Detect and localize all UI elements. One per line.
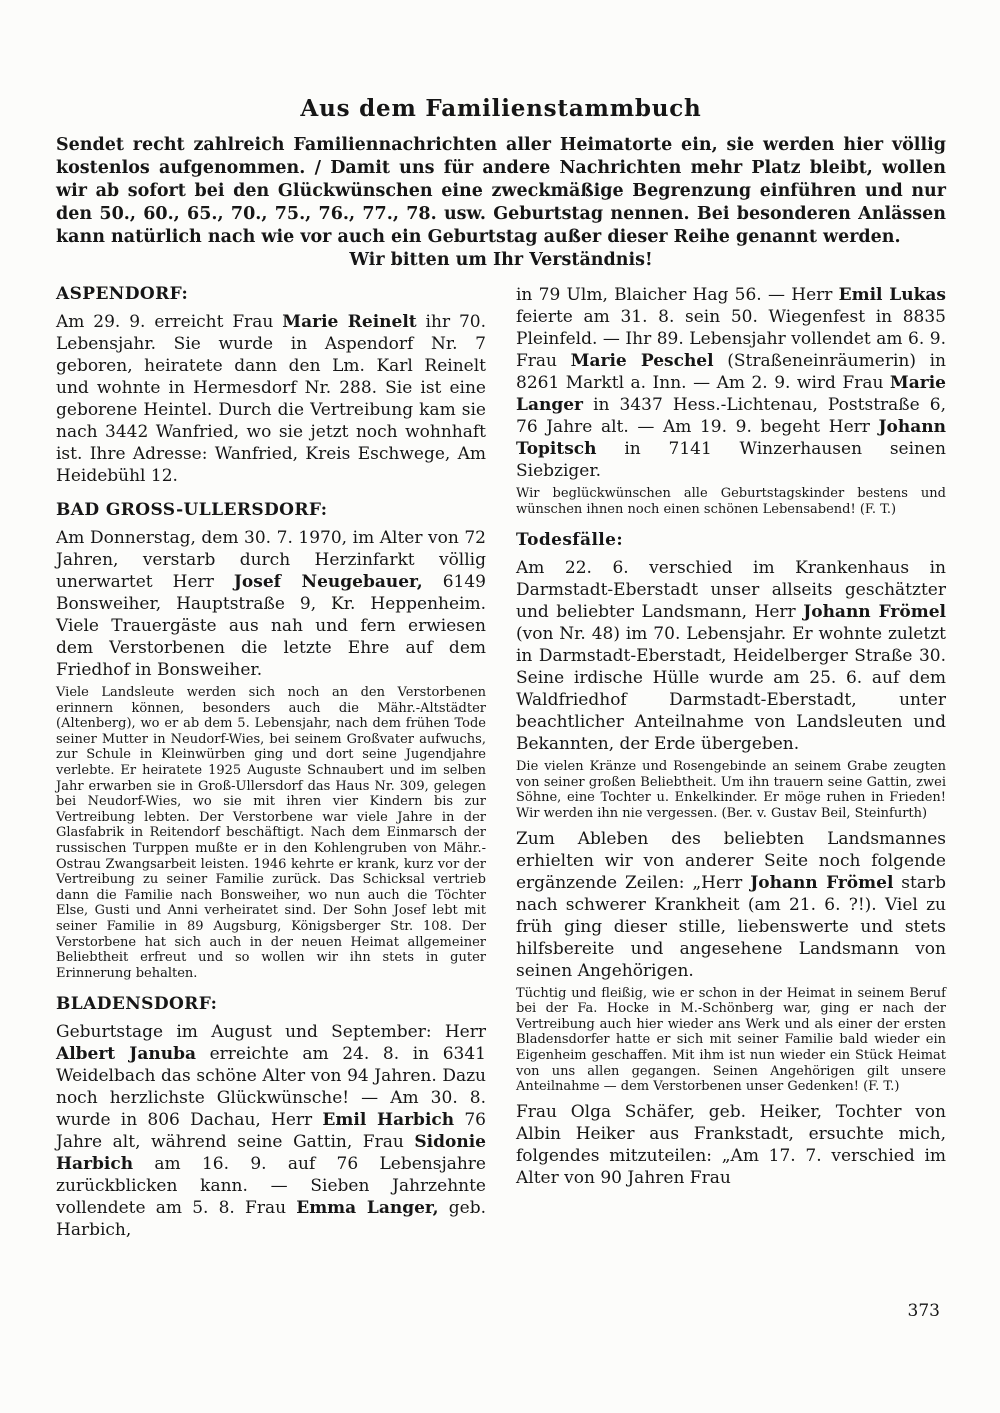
bold-name-text: Josef Neugebauer, <box>233 572 423 592</box>
bold-name-text: Marie Langer <box>516 373 946 415</box>
small-paragraph <box>516 486 946 517</box>
text-segment: ASPENDORF: <box>56 284 189 304</box>
paragraph <box>56 1021 486 1241</box>
small-paragraph <box>516 986 946 1095</box>
paragraph <box>516 1101 946 1189</box>
right-column <box>516 284 946 1245</box>
paragraph <box>56 527 486 681</box>
text-segment: in 79 Ulm, Blaicher Hag 56. — Herr <box>516 285 839 305</box>
paragraph <box>516 828 946 982</box>
bold-name-text: Marie Reinelt <box>282 312 417 332</box>
left-column <box>56 284 486 1245</box>
text-segment: Am Donnerstag, dem 30. 7. 1970, im Alter von 72 Jahren, verstarb durch Herzinfarkt völlig unerwartet Herr <box>56 528 486 592</box>
text-segment: geb. Harbich, <box>56 1198 486 1241</box>
text-segment: ihr 70. Lebensjahr. Sie wurde in Aspendorf Nr. 7 geboren, heiratete dann den Lm. Karl Reinelt und wohnte in Hermesdorf Nr. 288. Sie ist eine geborene Heintel. Durch die Vertreibung kam sie nach 3442 Wanfried, wo sie jetzt noch wohnhaft ist. Ihre Adresse: Wanfried, Kreis Eschwege, Am Heidebühl 12. <box>56 312 487 486</box>
section-heading <box>56 994 486 1014</box>
text-segment: Wir beglückwünschen alle Geburtstagskinder bestens und wünschen ihnen noch einen schönen Lebensabend! (F. T.) <box>516 486 946 517</box>
small-paragraph <box>56 685 486 981</box>
text-segment: starb nach schwerer Krankheit (am 21. 6. ?!). Viel zu früh ging dieser stille, liebenswerte und stets hilfsbereite und angesehene Landsmann von seinen Angehörigen. <box>516 872 947 981</box>
bold-name-text: Albert Januba <box>56 1044 196 1065</box>
text-segment: Viele Landsleute werden sich noch an den Verstorbenen erinnern können, besonders auch die Mähr.-Altstädter (Altenberg), wo er ab dem 5. Lebensjahr, nach dem frühen Tode seiner Mutter in Neudorf-Wies, bei seinem Großvater aufwuchs, zur Schule in Kleinwürben ging und dort seine Jugendjahre verlebte. Er heiratete 1925 Auguste Schnaubert und im selben Jahr erwarben sie in Groß-Ullersdorf das Haus Nr. 309, gelegen bei Neudorf-Wies, wo sie mit ihren vier Kindern bis zur Vertreibung lebten. Der Verstorbene war viele Jahre in der Glasfabrik in Reitendorf beschäftigt. Nach dem Einmarsch der russischen Turppen mußte er in den Kohlengruben von Mähr.-Ostrau Zwangsarbeit leisten. 1946 kehrte er krank, kurz vor der Vertreibung zu seiner Familie zurück. Das Schicksal vertrieb dann die Familie nach Bonsweiher, wo nun auch die Töchter Else, Gusti und Anni verheiratet sind. Der Sohn Josef lebt mit seiner Familie in 89 Augsburg, Königsberger Str. 108. Der Verstorbene hat sich auch in der neuen Heimat allgemeiner Beliebtheit erfreut und so wollen wir ihn stets in guter Erinnerung behalten. <box>56 685 486 981</box>
section-heading <box>56 284 486 304</box>
text-segment: BAD GROSS-ULLERSDORF: <box>56 500 328 520</box>
bold-name-text: Johann Frömel <box>750 872 894 893</box>
bold-name-text: Marie Peschel <box>570 351 714 371</box>
page-title: Aus dem Familienstammbuch <box>300 95 702 122</box>
text-segment: (von Nr. 48) im 70. Lebensjahr. Er wohnte zuletzt in Darmstadt-Eberstadt, Heidelberger Straße 30. Seine irdische Hülle wurde am 25. 6. auf dem Waldfriedhof Darmstadt-Eberstadt, unter beachtlicher Anteilnahme von Landsleuten und Bekannten, der Erde übergeben. <box>516 624 946 755</box>
paragraph <box>56 311 486 487</box>
bold-name-text: Emil Lukas <box>838 285 946 305</box>
text-segment: in 7141 Winzerhausen seinen Siebziger. <box>516 439 946 481</box>
text-segment: Am 29. 9. erreicht Frau <box>56 312 283 332</box>
text-segment: Geburtstage im August und September: Herr <box>56 1022 486 1043</box>
text-segment: Am 22. 6. verschied im Krankenhaus in Darmstadt-Eberstadt unser allseits geschätzter und beliebter Landsmann, Herr <box>516 558 946 623</box>
bold-name-text: Emil Harbich <box>322 1110 455 1131</box>
two-column-layout <box>56 284 946 1245</box>
text-segment: feierte am 31. 8. sein 50. Wiegenfest in 8835 Pleinfeld. — Ihr 89. Lebensjahr vollendet am 6. 9. Frau <box>516 307 946 371</box>
paragraph <box>516 284 946 482</box>
text-segment: erreichte am 24. 8. in 6341 Weidelbach das schöne Alter von 94 Jahren. Dazu noch herzlichste Glückwünsche! — Am 30. 8. wurde in 806 Dachau, Herr <box>56 1044 486 1131</box>
text-segment: BLADENSDORF: <box>56 994 218 1015</box>
text-segment: Frau Olga Schäfer, geb. Heiker, Tochter von Albin Heiker aus Frankstadt, ersuchte mich, folgendes mitzuteilen: „Am 17. 7. verschied im Alter von 90 Jahren Frau <box>516 1101 946 1188</box>
paragraph <box>516 557 946 755</box>
section-heading <box>56 500 486 520</box>
text-segment: 76 Jahre alt, während seine Gattin, Frau <box>56 1110 486 1153</box>
text-segment: (Straßeneinräumerin) in 8261 Marktl a. Inn. — Am 2. 9. wird Frau <box>516 351 946 393</box>
text-segment: 6149 Bonsweiher, Hauptstraße 9, Kr. Heppenheim. Viele Trauergäste aus nah und fern erwiesen dem Verstorbenen die letzte Ehre auf dem Friedhof in Bonsweiher. <box>56 572 486 680</box>
bold-name-text: Emma Langer, <box>296 1198 439 1219</box>
intro-paragraph: Sendet recht zahlreich Familiennachrichten aller Heimatorte ein, sie werden hier völlig kostenlos aufgenommen. / Damit uns für andere Nachrichten mehr Platz bleibt, wollen wir ab sofort bei den Glückwünschen eine zweckmäßige Begrenzung einführen und nur den 50., 60., 65., 70., 75., 76., 77., 78. usw. Geburtstag nennen. Bei besonderen Anlässen kann natürlich nach wie vor auch ein Geburtstag außer dieser Reihe genannt werden. <box>56 135 946 247</box>
bold-name-text: Johann Topitsch <box>516 417 946 459</box>
bold-name-text: Johann Frömel <box>803 602 946 623</box>
small-paragraph <box>516 759 946 821</box>
text-segment: am 16. 9. auf 76 Lebensjahre zurückblicken kann. — Sieben Jahrzehnte vollendete am 5. 8. Frau <box>56 1154 486 1219</box>
section-heading <box>516 530 946 550</box>
bold-name-text: Sidonie Harbich <box>56 1132 486 1175</box>
intro-closing-line: Wir bitten um Ihr Verständnis! <box>349 250 653 270</box>
text-segment: Todesfälle: <box>516 530 624 551</box>
text-segment: Tüchtig und fleißig, wie er schon in der Heimat in seinem Beruf bei der Fa. Hocke in M.-Schönberg war, ging er nach der Vertreibung auch hier wieder ans Werk und als einer der ersten Bladensdorfer hatte er sich mit seiner Familie bald wieder ein Eigenheim geschaffen. Mit ihm ist nun wieder ein Stück Heimat von uns allen gegangen. Seinen Angehörigen gilt unsere Anteilnahme — dem Verstorbenen unser Gedenken! (F. T.) <box>516 985 946 1095</box>
text-segment: Die vielen Kränze und Rosengebinde an seinem Grabe zeugten von seiner großen Beliebtheit. Um ihn trauern seine Gattin, zwei Söhne, eine Tochter u. Enkelkinder. Er möge ruhen in Frieden! Wir werden ihn nie vergessen. (Ber. v. Gustav Beil, Steinfurth) <box>516 759 946 821</box>
page-number: 373 <box>907 1301 940 1321</box>
text-segment: in 3437 Hess.-Lichtenau, Poststraße 6, 76 Jahre alt. — Am 19. 9. begeht Herr <box>516 395 946 437</box>
text-segment: Zum Ableben des beliebten Landsmannes erhielten wir von anderer Seite noch folgende ergänzende Zeilen: „Herr <box>516 828 946 893</box>
